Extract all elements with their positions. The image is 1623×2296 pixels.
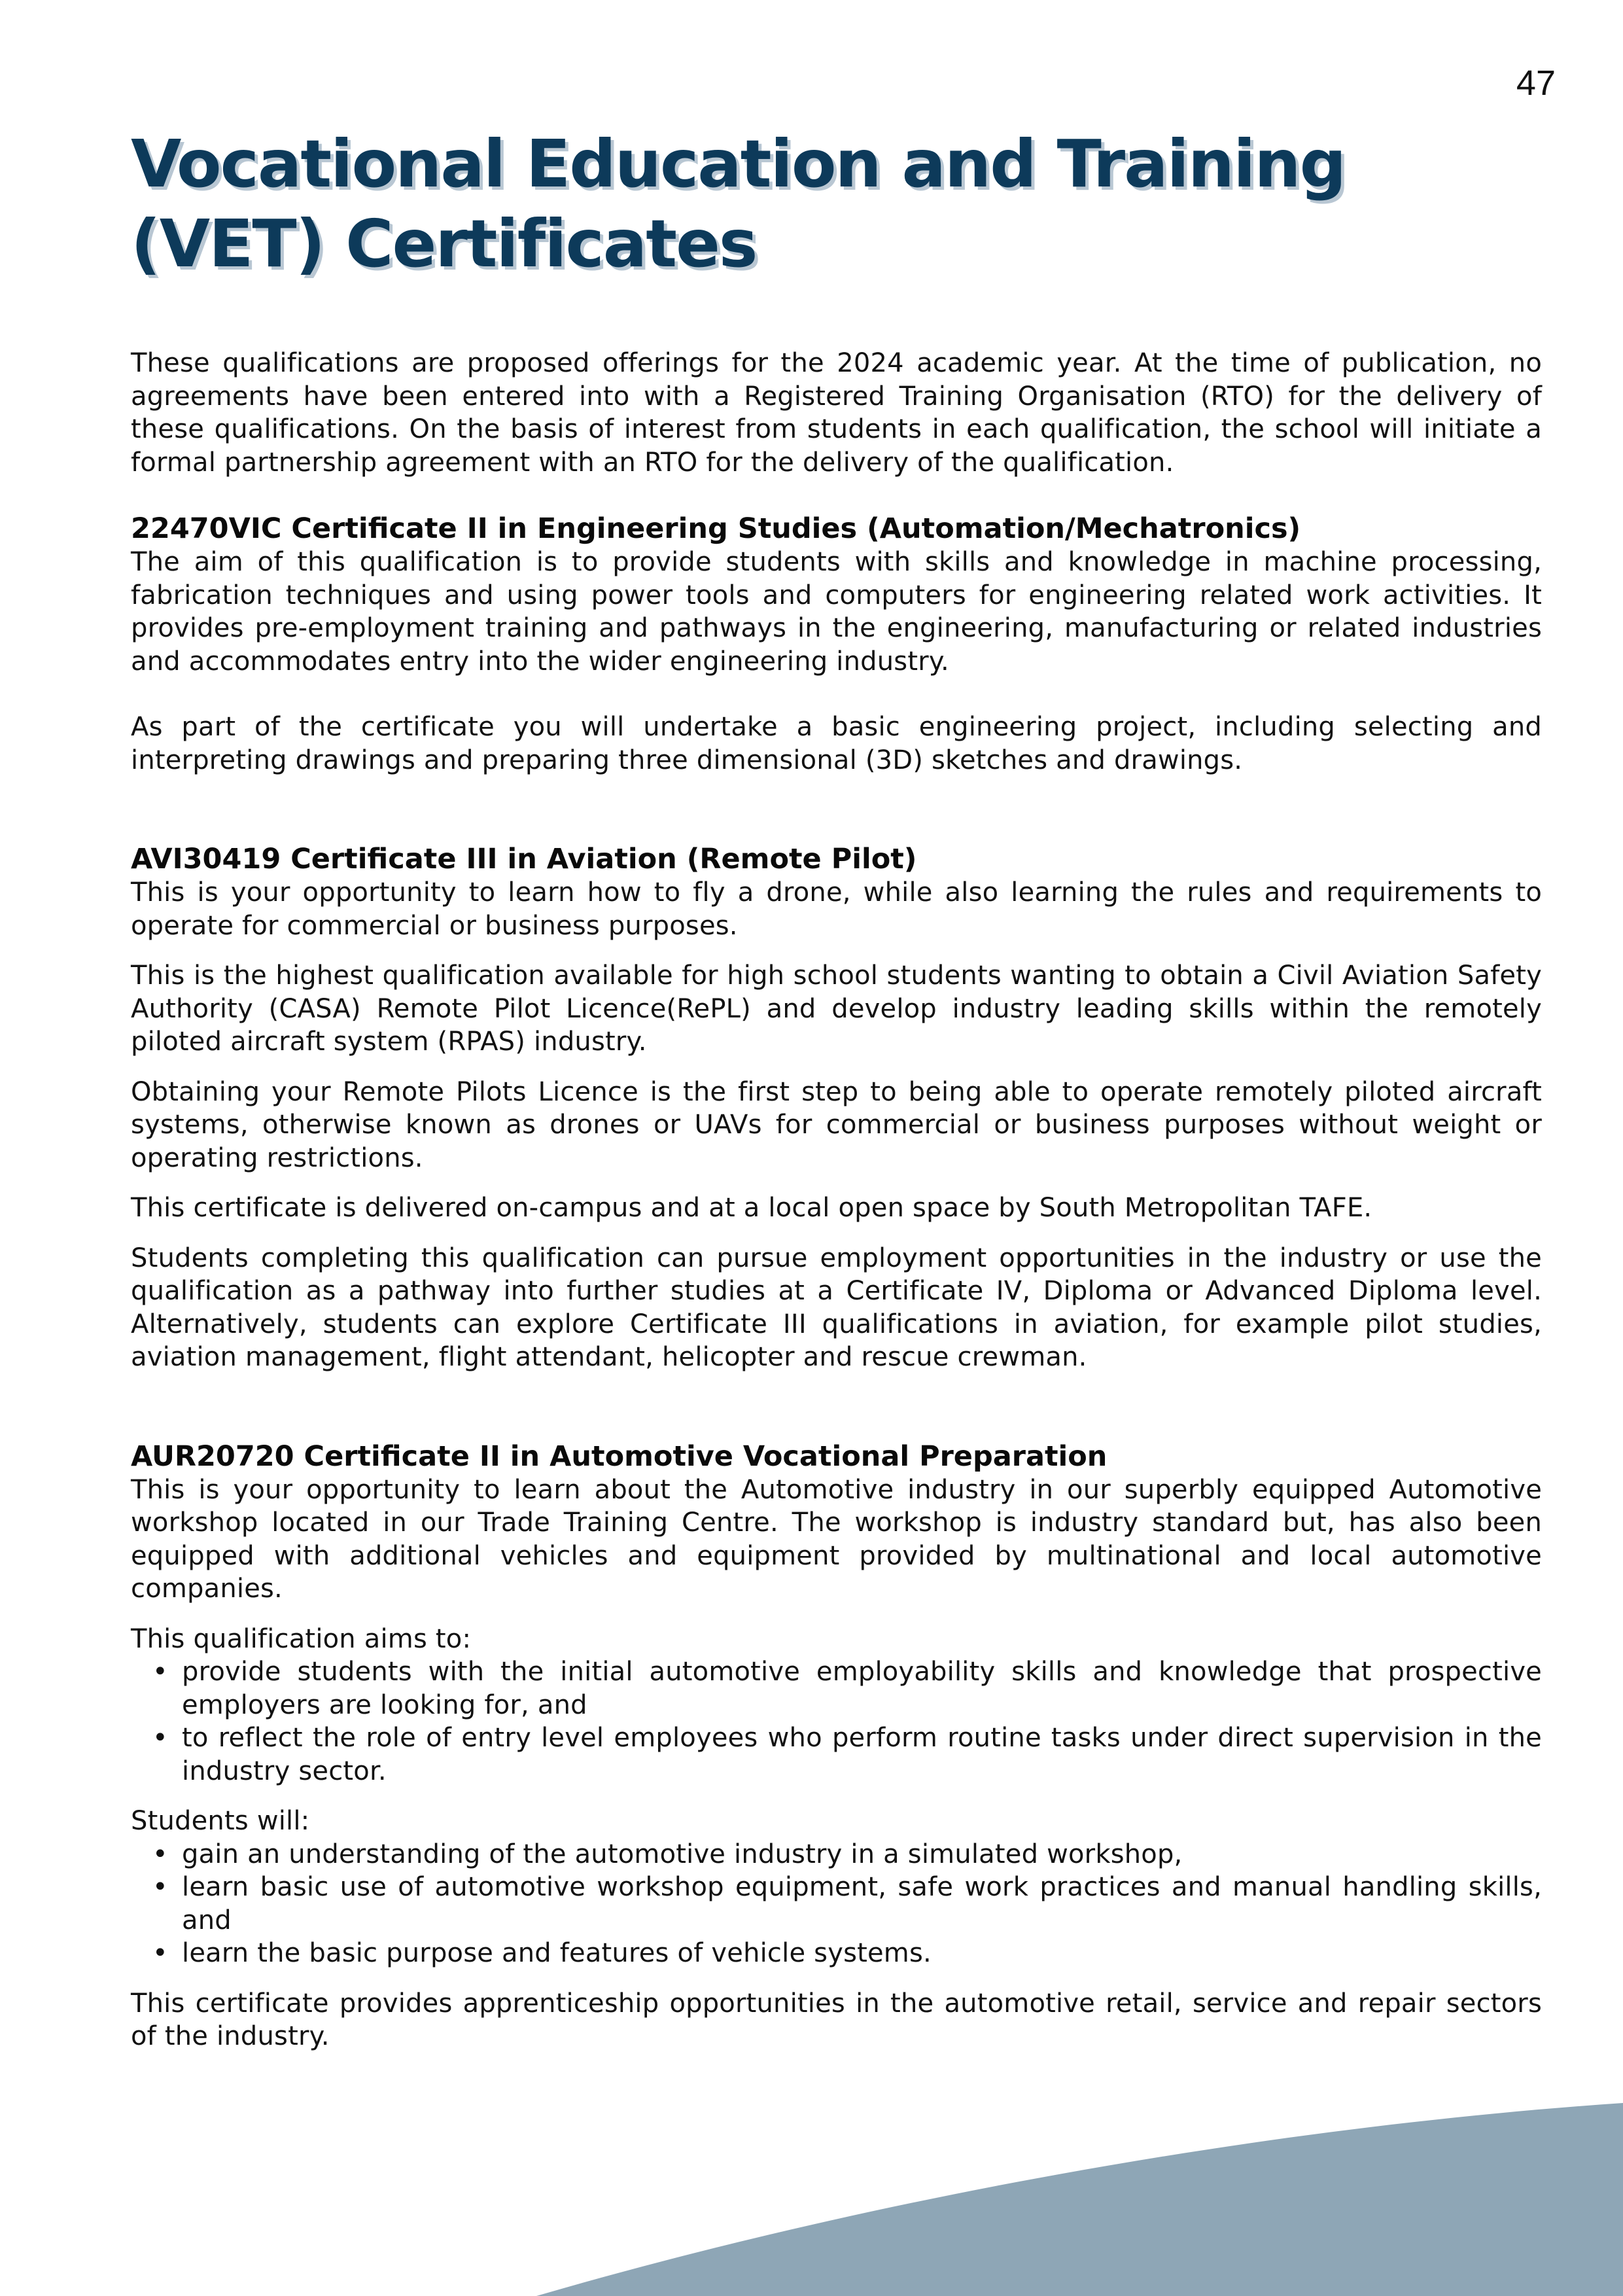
page-title: Vocational Education and Training (VET) Certificates <box>131 126 1346 282</box>
aviation-paragraph-4: This certificate is delivered on-campus and at a local open space by South Metropolitan TAFE. <box>131 1193 1372 1223</box>
engineering-heading: 22470VIC Certificate II in Engineering Studies (Automation/Mechatronics) <box>131 512 1301 545</box>
automotive-closing-paragraph: This certificate provides apprenticeship opportunities in the automotive retail, service and repair sectors of the industry. <box>131 1988 1542 2051</box>
list-item: • learn basic use of automotive workshop equipment, safe work practices and manual handling skills, and <box>182 1871 1542 1937</box>
decorative-wave <box>0 2080 1623 2296</box>
aviation-paragraph-5: Students completing this qualification can pursue employment opportunities in the industry or use the qualification as a pathway into further studies at a Certificate IV, Diploma or Advanced Diploma level. Alternatively, students can explore Certificate III qualifications in aviation, for example pilot studies, aviation management, flight attendant, helicopter and rescue crewman. <box>131 1243 1542 1372</box>
list-item: • gain an understanding of the automotive industry in a simulated workshop, <box>182 1838 1542 1871</box>
automotive-paragraph-1: This is your opportunity to learn about the Automotive industry in our superbly equipped Automotive workshop located in our Trade Training Centre. The workshop is industry standard but, has also been equipped with additional vehicles and equipment provided by multinational and local automotive companies. <box>131 1474 1542 1604</box>
wave-shape <box>536 2103 1623 2296</box>
automotive-aims-list <box>131 1655 1542 1788</box>
list-item: • learn the basic purpose and features of vehicle systems. <box>182 1937 1542 1970</box>
intro-paragraph: These qualifications are proposed offerings for the 2024 academic year. At the time of publication, no agreements have been entered into with a Registered Training Organisation (RTO) for the delivery of these qualifications. On the basis of interest from students in each qualification, the school will initiate a formal partnership agreement with an RTO for the delivery of the qualification. <box>131 348 1542 478</box>
page-content <box>131 347 1542 2053</box>
automotive-aims-label: This qualification aims to: <box>131 1623 472 1654</box>
aviation-paragraph-3: Obtaining your Remote Pilots Licence is the first step to being able to operate remotely piloted aircraft systems, otherwise known as drones or UAVs for commercial or business purposes without weight or operating restrictions. <box>131 1076 1542 1173</box>
engineering-paragraph-2: As part of the certificate you will undertake a basic engineering project, including selecting and interpreting drawings and preparing three dimensional (3D) sketches and drawings. <box>131 712 1542 775</box>
automotive-will-list <box>131 1838 1542 1970</box>
engineering-paragraph-1: The aim of this qualification is to provide students with skills and knowledge in machine processing, fabrication techniques and using power tools and computers for engineering related work activities. It provides pre-employment training and pathways in the engineering, manufacturing or related industries and accommodates entry into the wider engineering industry. <box>131 547 1542 677</box>
aviation-paragraph-1: This is your opportunity to learn how to fly a drone, while also learning the rules and requirements to operate for commercial or business purposes. <box>131 877 1542 941</box>
automotive-will-label: Students will: <box>131 1806 310 1836</box>
automotive-heading: AUR20720 Certificate II in Automotive Vocational Preparation <box>131 1439 1108 1473</box>
page-number: 47 <box>1516 63 1556 103</box>
list-item: • provide students with the initial automotive employability skills and knowledge that prospective employers are looking for, and <box>182 1655 1542 1722</box>
aviation-paragraph-2: This is the highest qualification available for high school students wanting to obtain a Civil Aviation Safety Authority (CASA) Remote Pilot Licence(RePL) and develop industry leading skills within the remotely piloted aircraft system (RPAS) industry. <box>131 961 1542 1057</box>
aviation-heading: AVI30419 Certificate III in Aviation (Remote Pilot) <box>131 843 917 875</box>
list-item: • to reflect the role of entry level employees who perform routine tasks under direct supervision in the industry sector. <box>182 1722 1542 1788</box>
